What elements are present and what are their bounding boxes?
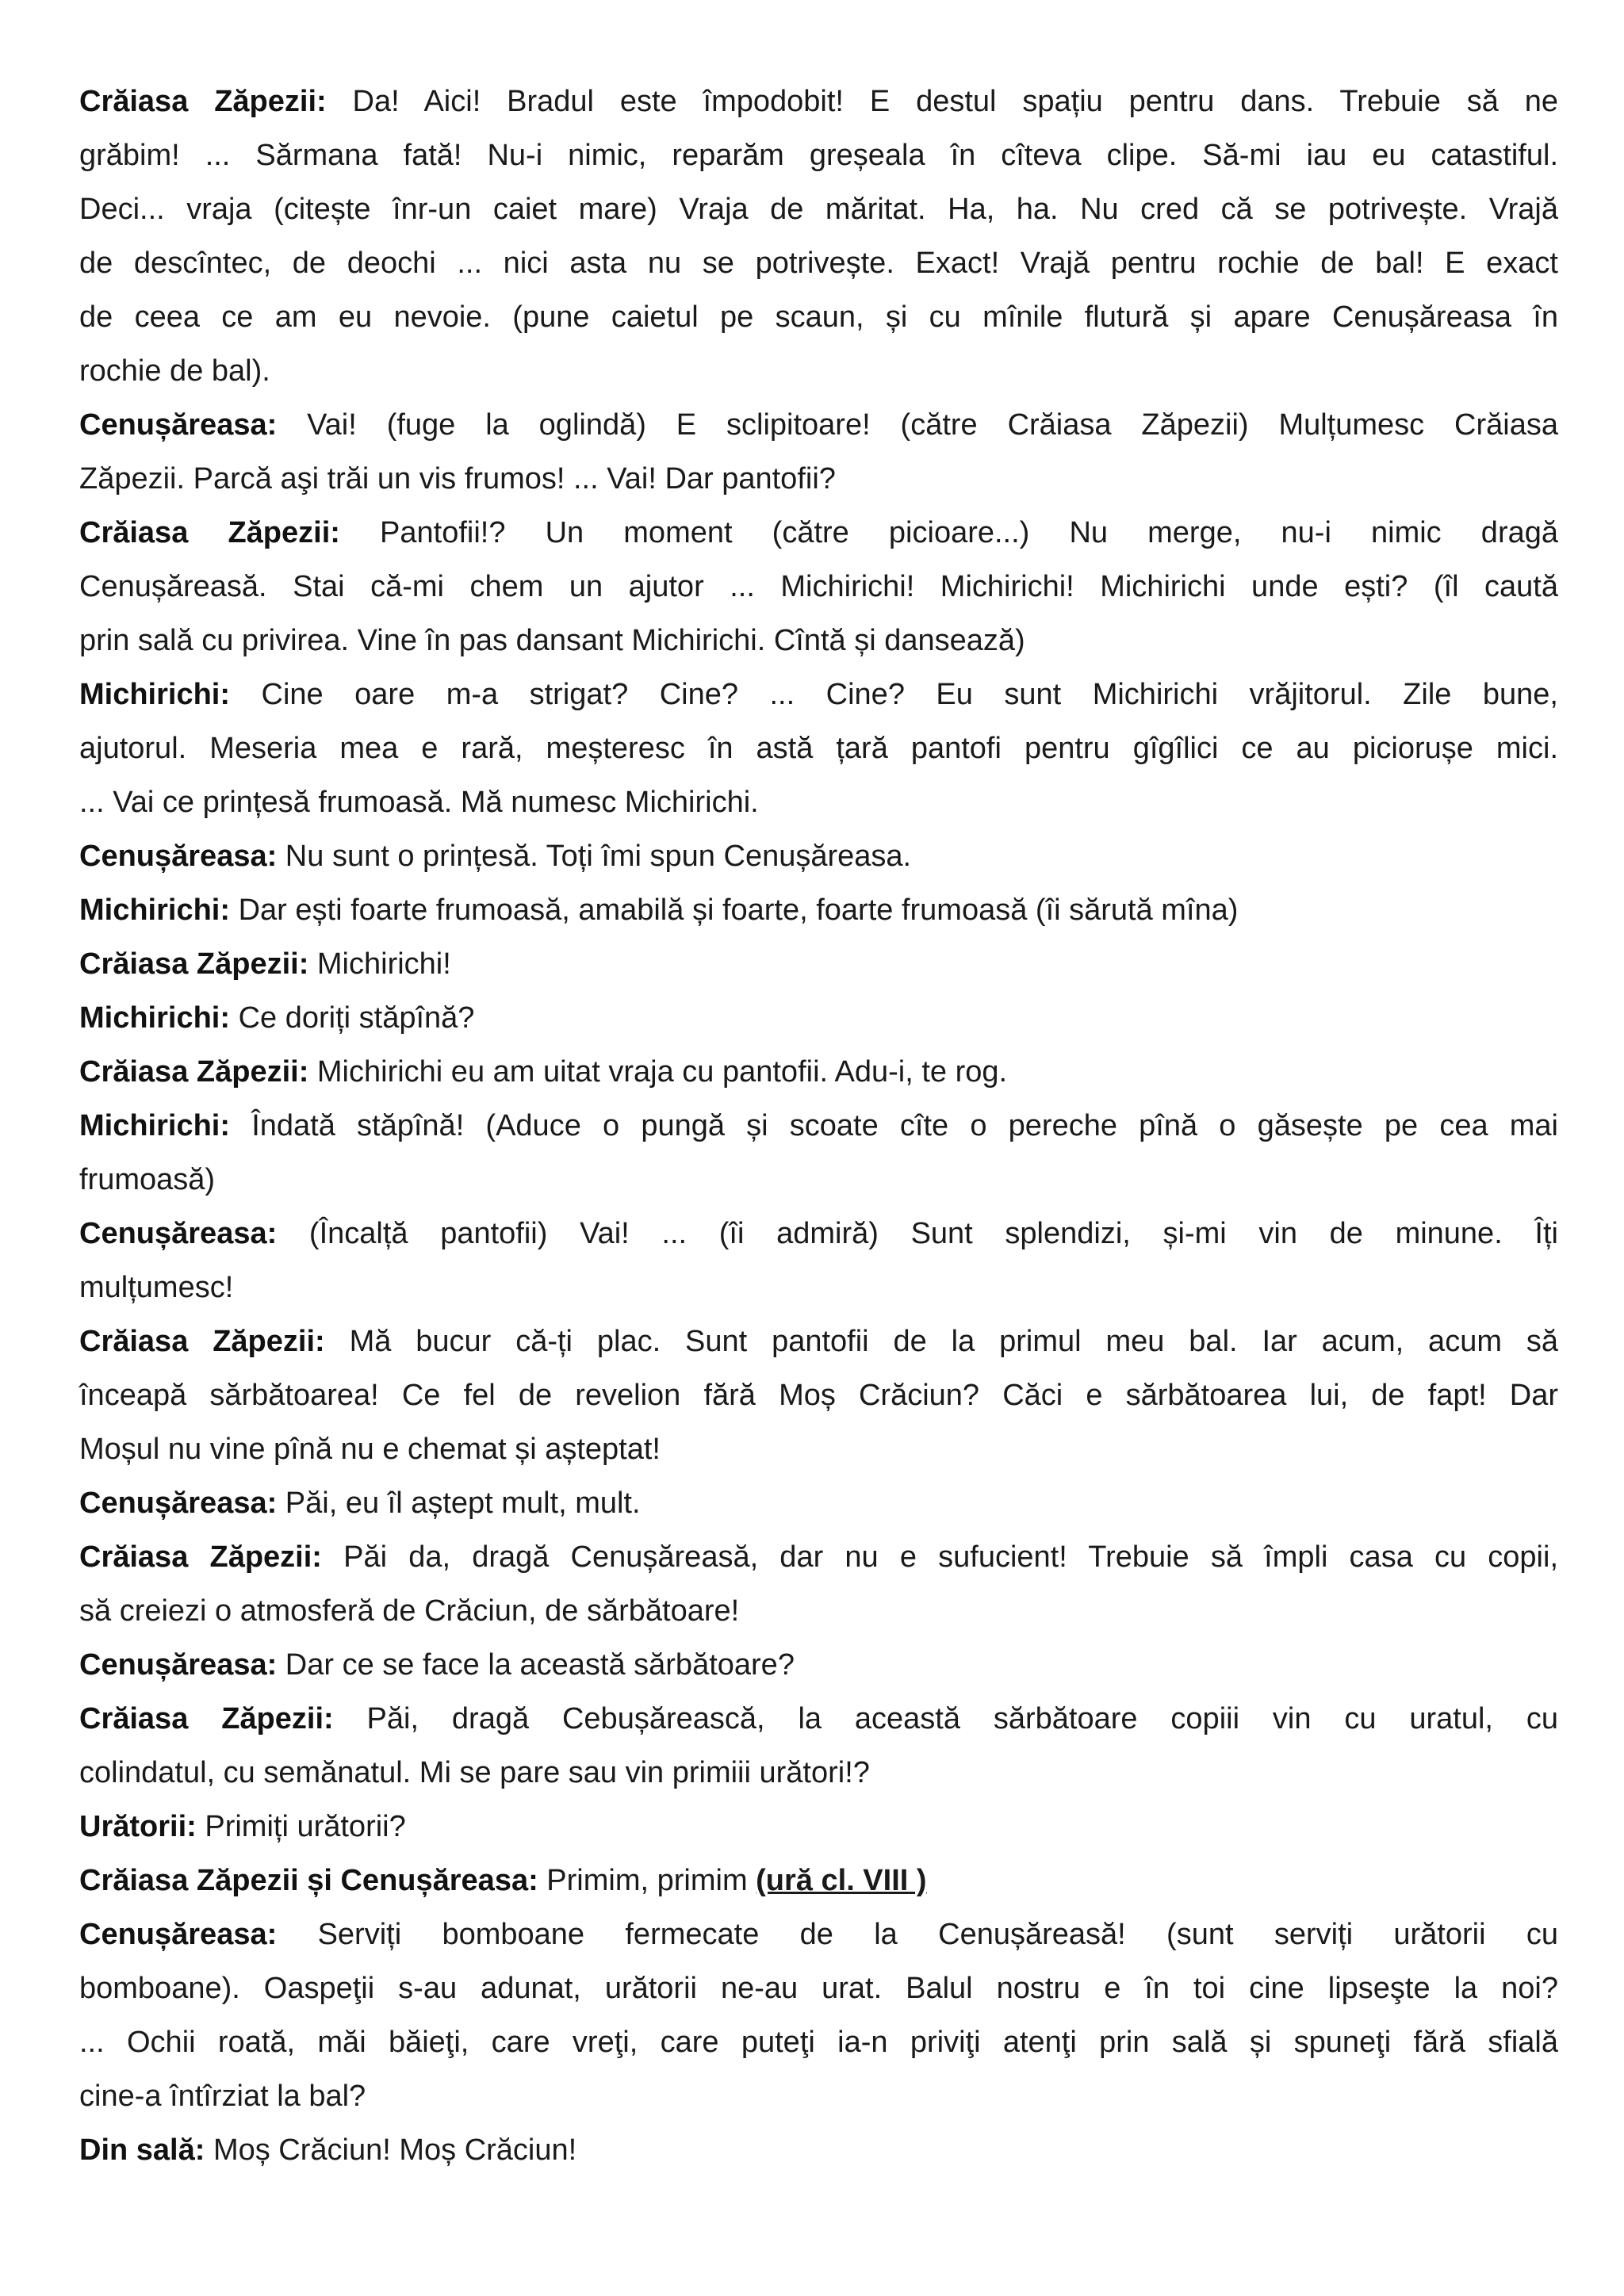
line-text: Cenușăreasă. Stai că-mi chem un ajutor ... Michirichi! Michirichi! Michirichi unde ești? (îl caută [79,570,1558,603]
speaker-name: Crăiasa Zăpezii: [79,1055,309,1089]
dialogue-line [79,2123,1558,2177]
dialogue-line [79,1638,1558,1692]
dialogue-line [79,506,1558,560]
dialogue-continuation [79,1422,1558,1476]
line-text: de descîntec, de deochi ... nici asta nu se potrivește. Exact! Vrajă pentru rochie de bal! E exact [79,247,1558,280]
line-text: frumoasă) [79,1163,216,1196]
dialogue-line [79,1530,1558,1584]
line-text: înceapă sărbătoarea! Ce fel de revelion fără Moș Crăciun? Căci e sărbătoarea lui, de fapt! Dar [79,1379,1558,1412]
dialogue-line [79,1207,1558,1261]
dialogue-continuation [79,560,1558,614]
line-text: ... Ochii roată, măi băieţi, care vreţi, care puteţi ia-n priviţi atenţi prin sală și spuneţi fără sfială [79,2026,1558,2059]
dialogue-continuation [79,1584,1558,1638]
line-text: Primiți urătorii? [196,1810,406,1843]
speaker-name: Crăiasa Zăpezii: [79,1540,322,1574]
line-text: Mă bucur că-ți plac. Sunt pantofii de la primul meu bal. Iar acum, acum să [324,1325,1558,1358]
dialogue-line [79,1476,1558,1530]
dialogue-line [79,1099,1558,1153]
dialogue-continuation [79,1746,1558,1800]
line-text: să creiezi o atmosferă de Crăciun, de sărbătoare! [79,1594,740,1628]
line-text: Dar ești foarte frumoasă, amabilă și foarte, foarte frumoasă (îi sărută mîna) [230,894,1239,927]
speaker-name: Michirichi: [79,678,231,711]
line-text: bomboane). Oaspeţii s-au adunat, urătorii ne-au urat. Balul nostru e în toi cine lipseşte la noi? [79,1972,1558,2005]
dialogue-line [79,668,1558,721]
dialogue-continuation [79,721,1558,775]
speaker-name: Crăiasa Zăpezii: [79,1325,325,1358]
speaker-name: Cenușăreasa: [79,840,278,873]
speaker-name: Crăiasa Zăpezii: [79,85,327,118]
line-text: Serviți bomboane fermecate de la Cenușăreasă! (sunt serviți urătorii cu [277,1918,1558,1951]
dialogue-line [79,1800,1558,1854]
dialogue-continuation [79,1261,1558,1314]
dialogue-line [79,1045,1558,1099]
line-text: Îndată stăpînă! (Aduce o pungă și scoate cîte o pereche pînă o găsește pe cea mai [230,1109,1558,1142]
dialogue-line [79,1908,1558,1961]
line-text: de ceea ce am eu nevoie. (pune caietul pe scaun, și cu mînile flutură și apare Cenușăreasa în [79,300,1558,334]
dialogue-line [79,398,1558,452]
line-text: cine-a întîrziat la bal? [79,2080,366,2113]
line-text: Deci... vraja (citește înr-un caiet mare) Vraja de măritat. Ha, ha. Nu cred că se potrivește. Vrajă [79,193,1558,226]
speaker-name: Cenușăreasa: [79,1217,278,1250]
dialogue-continuation [79,1368,1558,1422]
dialogue-line [79,991,1558,1045]
line-text: Păi, eu îl aștept mult, mult. [277,1487,641,1520]
line-text: Dar ce se face la această sărbătoare? [277,1648,795,1682]
line-text: (Încalță pantofii) Vai! ... (îi admiră) Sunt splendizi, și-mi vin de minune. Îți [277,1217,1558,1250]
dialogue-line [79,829,1558,883]
dialogue-continuation [79,1961,1558,2015]
dialogue-continuation [79,344,1558,398]
line-text: Michirichi! [308,947,451,981]
dialogue-line [79,883,1558,937]
dialogue-continuation [79,290,1558,344]
speaker-name: Din sală: [79,2133,205,2167]
document-page [79,75,1558,2177]
dialogue-line [79,1854,1558,1908]
line-text: Moșul nu vine pînă nu e chemat și așteptat! [79,1433,661,1466]
dialogue-continuation [79,614,1558,668]
line-text: Nu sunt o prințesă. Toți îmi spun Cenușăreasa. [277,840,912,873]
stage-note: (ură cl. VIII ) [756,1864,927,1897]
line-text: Pantofii!? Un moment (către picioare...) Nu merge, nu-i nimic dragă [339,516,1558,549]
line-text: prin sală cu privirea. Vine în pas dansant Michirichi. Cîntă și dansează) [79,624,1025,657]
line-text: Vai! (fuge la oglindă) E sclipitoare! (către Crăiasa Zăpezii) Mulțumesc Crăiasa [277,408,1558,442]
speaker-name: Cenușăreasa: [79,408,278,442]
line-text: Moș Crăciun! Moș Crăciun! [205,2133,577,2167]
line-text: ajutorul. Meseria mea e rară, meșteresc în astă țară pantofi pentru gîgîlici ce au piciorușe mici. [79,732,1558,765]
line-text: Păi da, dragă Cenușăreasă, dar nu e sufucient! Trebuie să împli casa cu copii, [321,1540,1559,1574]
speaker-name: Cenușăreasa: [79,1918,278,1951]
speaker-name: Michirichi: [79,1001,231,1035]
line-text: rochie de bal). [79,354,270,388]
dialogue-line [79,1314,1558,1368]
speaker-name: Crăiasa Zăpezii și Cenușăreasa: [79,1864,538,1897]
dialogue-line [79,1692,1558,1746]
speaker-name: Crăiasa Zăpezii: [79,947,309,981]
line-text: Zăpezii. Parcă aşi trăi un vis frumos! ... Vai! Dar pantofii? [79,462,836,496]
dialogue-continuation [79,236,1558,290]
line-text: Păi, dragă Cebușărească, la această sărbătoare copiii vin cu uratul, cu [333,1702,1558,1735]
line-text: Michirichi eu am uitat vraja cu pantofii. Adu-i, te rog. [308,1055,1008,1089]
speaker-name: Michirichi: [79,894,231,927]
speaker-name: Crăiasa Zăpezii: [79,516,340,549]
dialogue-continuation [79,2069,1558,2123]
dialogue-continuation [79,182,1558,236]
speaker-name: Cenușăreasa: [79,1648,278,1682]
line-text: colindatul, cu semănatul. Mi se pare sau vin primiii urători!? [79,1756,870,1789]
line-text: grăbim! ... Sărmana fată! Nu-i nimic, reparăm greșeala în cîteva clipe. Să-mi iau eu catastiful. [79,139,1558,172]
dialogue-continuation [79,1153,1558,1207]
dialogue-continuation [79,128,1558,182]
line-text: Cine oare m-a strigat? Cine? ... Cine? Eu sunt Michirichi vrăjitorul. Zile bune, [230,678,1558,711]
line-text: Da! Aici! Bradul este împodobit! E destul spațiu pentru dans. Trebuie să ne [326,85,1559,118]
line-text: Primim, primim [538,1864,756,1897]
speaker-name: Cenușăreasa: [79,1487,278,1520]
speaker-name: Michirichi: [79,1109,231,1142]
speaker-name: Crăiasa Zăpezii: [79,1702,334,1735]
dialogue-continuation [79,452,1558,506]
line-text: Ce doriți stăpînă? [230,1001,475,1035]
line-text: ... Vai ce prințesă frumoasă. Mă numesc Michirichi. [79,786,759,819]
line-text: mulțumesc! [79,1271,234,1304]
speaker-name: Urătorii: [79,1810,197,1843]
dialogue-line [79,75,1558,128]
dialogue-line [79,937,1558,991]
dialogue-continuation [79,775,1558,829]
dialogue-continuation [79,2015,1558,2069]
